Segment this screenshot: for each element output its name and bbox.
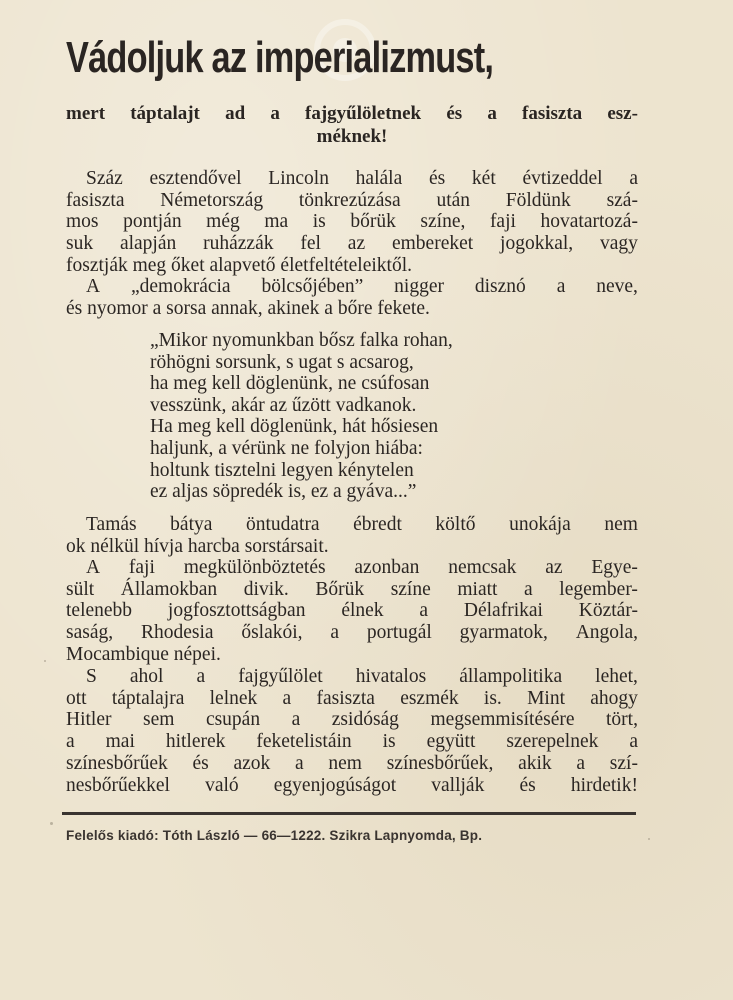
word: fasiszta [316,687,375,709]
word: mai [105,731,135,753]
word: színesbőrűek, [386,752,494,774]
word: miatt [457,578,498,600]
word: lehet, [595,666,638,687]
word: és [519,774,536,796]
word: bőrük [350,211,396,233]
word: szerepelnek [506,731,599,753]
subtitle-word: mert [66,103,106,124]
paragraph-line: Mocambique népei. [66,643,221,665]
subtitle-word: ad [225,103,246,124]
word: Államokban [120,578,218,600]
word: színe [390,578,431,600]
word: pontján [123,211,182,233]
word: nesbőrűekkel [66,774,170,796]
word: ott [66,687,87,709]
paragraph-line [66,579,638,601]
word: S [86,666,97,687]
word: Lincoln [268,168,329,189]
word: szí- [609,752,638,774]
paragraph-line: és nyomor a sorsa annak, akinek a bőre fekete. [66,297,430,319]
word: legember- [559,578,638,600]
word: is. [483,687,502,709]
paragraph-3 [66,514,638,557]
word: a [629,731,638,753]
word: a [629,168,638,189]
word: hitlerek [165,731,226,753]
word: Angola, [575,622,638,644]
word: ahogy [590,687,638,709]
poem-line: ha meg kell döglenünk, ne csúfosan [150,373,430,395]
word: disznó [474,276,526,297]
subtitle-word: fajgyűlöletnek [305,103,422,124]
word: A [86,557,101,578]
word: Rhodesia [140,622,214,644]
word: zsidóság [331,709,399,731]
paragraph-line [66,600,638,622]
word: jogokkal, [500,233,574,255]
word: ma [264,211,289,233]
subtitle-word: és [446,103,463,124]
poem-line: Ha meg kell döglenünk, hát hősiesen [150,416,439,438]
word: A [86,276,101,297]
paragraph-line [66,557,638,579]
word: „demokrácia [130,276,231,297]
paragraph-line [66,276,638,298]
word: még [206,211,240,233]
word: Köztár- [578,600,638,622]
paragraph-line: fosztják meg őket alapvető életfeltételeiktől. [66,254,412,276]
word: nem [328,752,362,774]
word: megsemmisítésére [430,709,575,731]
word: színe, [420,211,466,233]
word: Földünk [505,189,571,211]
word: portugál [366,622,432,644]
word: azok [233,752,271,774]
word: a [282,687,292,709]
paragraph-line [66,211,638,233]
word: eszmék [400,687,459,709]
word: Mint [527,687,565,709]
leaflet-title: Vádoljuk az imperializmust, [66,33,494,82]
paragraph-1 [66,168,638,277]
word: akik [518,752,552,774]
paragraph-5 [66,666,638,796]
word: a [556,276,566,297]
subtitle-word: esz- [607,103,638,124]
word: a [419,600,429,622]
word: után [436,189,471,211]
poem-line: vesszünk, akár az űzött vadkanok. [150,394,417,416]
word: hirdetik! [570,774,638,796]
word: őslakói, [241,622,303,644]
word: Bőrük [315,578,365,600]
subtitle-line-1 [66,102,638,125]
word: sem [143,709,175,731]
word: alapján [119,233,177,255]
word: Délafrikai [463,600,543,622]
paragraph-line [66,666,638,688]
poem-line: röhögni sorsunk, s ugat s acsarog, [150,351,414,373]
word: a [66,731,75,753]
word: vagy [600,233,638,255]
word: együtt [426,731,476,753]
paragraph-line [66,731,638,753]
print-speck [648,838,650,840]
word: is [382,731,396,753]
word: tönkrezúzása [298,189,401,211]
word: és [192,752,209,774]
word: költő [435,514,476,535]
word: öntudatra [245,514,320,535]
word: ahol [129,666,164,687]
word: Tamás [86,514,137,535]
word: sült [66,578,95,600]
word: fasiszta [66,189,125,211]
word: táptalajra [111,687,185,709]
word: bölcsőjében” [261,276,364,297]
word: saság, [66,622,114,644]
word: Száz [86,168,123,189]
word: tört, [606,709,638,731]
word: a [295,752,304,774]
word: mos [66,211,99,233]
word: lelnek [209,687,258,709]
word: neve, [596,276,638,297]
paragraph-line [66,622,638,644]
word: két [471,168,496,189]
publisher-imprint: Felelős kiadó: Tóth László — 66—1222. Szikra Lapnyomda, Bp. [66,828,483,843]
paragraph-4 [66,557,638,666]
paragraph-line [66,775,638,797]
poem-quote [150,330,453,503]
word: nigger [394,276,444,297]
word: nemcsak [448,557,517,578]
word: bátya [170,514,213,535]
poem-line: ez aljas söpredék is, ez a gyáva...” [150,481,417,503]
word: fel [300,233,321,255]
word: telenebb [66,600,133,622]
word: az [347,233,366,255]
word: fajgyűlölet [238,666,323,687]
word: és [428,168,446,189]
word: Hitler [66,709,112,731]
print-speck [50,822,53,825]
word: vallják [431,774,485,796]
paragraph-line [66,753,638,775]
paragraph-2 [66,276,638,319]
subtitle-word: táptalajt [130,103,200,124]
word: ébredt [353,514,402,535]
word: divik. [243,578,289,600]
word: halála [355,168,403,189]
subtitle-word: a [270,103,280,124]
word: való [205,774,239,796]
poem-line: holtunk tisztelni legyen kénytelen [150,459,414,481]
word: ruházzák [203,233,274,255]
word: évtizeddel [522,168,603,189]
word: faji [489,211,516,233]
word: színesbőrűek [66,752,168,774]
word: embereket [391,233,474,255]
paragraph-line [66,190,638,212]
word: Németország [160,189,264,211]
word: az [545,557,563,578]
word: egyenjogúságot [273,774,397,796]
word: a [291,709,301,731]
word: azonban [354,557,420,578]
word: Egye- [591,557,638,578]
word: élnek [341,600,384,622]
word: jogfosztottságban [167,600,306,622]
paragraph-line [66,233,638,255]
word: állampolitika [459,666,563,687]
subtitle-word: a [487,103,497,124]
word: nem [604,514,638,535]
word: a [330,622,340,644]
paragraph-line [66,688,638,710]
word: feketelistáin [256,731,352,753]
paragraph-line [66,709,638,731]
leaflet-subtitle [66,102,638,148]
paragraph-line [66,514,638,536]
word: faji [128,557,155,578]
word: a [524,578,533,600]
word: suk [66,233,94,255]
word: is [312,211,326,233]
word: gyarmatok, [459,622,548,644]
print-speck [44,660,46,662]
footer-divider [62,812,636,815]
paragraph-line [66,168,638,190]
subtitle-word: fasiszta [522,103,583,124]
word: esztendővel [149,168,242,189]
word: megkülönböztetés [183,557,326,578]
word: a [576,752,586,774]
word: unokája [509,514,571,535]
word: hivatalos [355,666,427,687]
poem-line: haljunk, a vérünk ne folyjon hiába: [150,437,423,459]
poem-line: „Mikor nyomunkban bősz falka rohan, [150,330,453,351]
word: csupán [205,709,261,731]
word: hovatartozá- [540,211,638,233]
word: a [196,666,206,687]
paragraph-line: ok nélkül hívja harcba sorstársait. [66,535,329,557]
subtitle-line-2: méknek! [316,126,388,147]
word: szá- [606,189,638,211]
